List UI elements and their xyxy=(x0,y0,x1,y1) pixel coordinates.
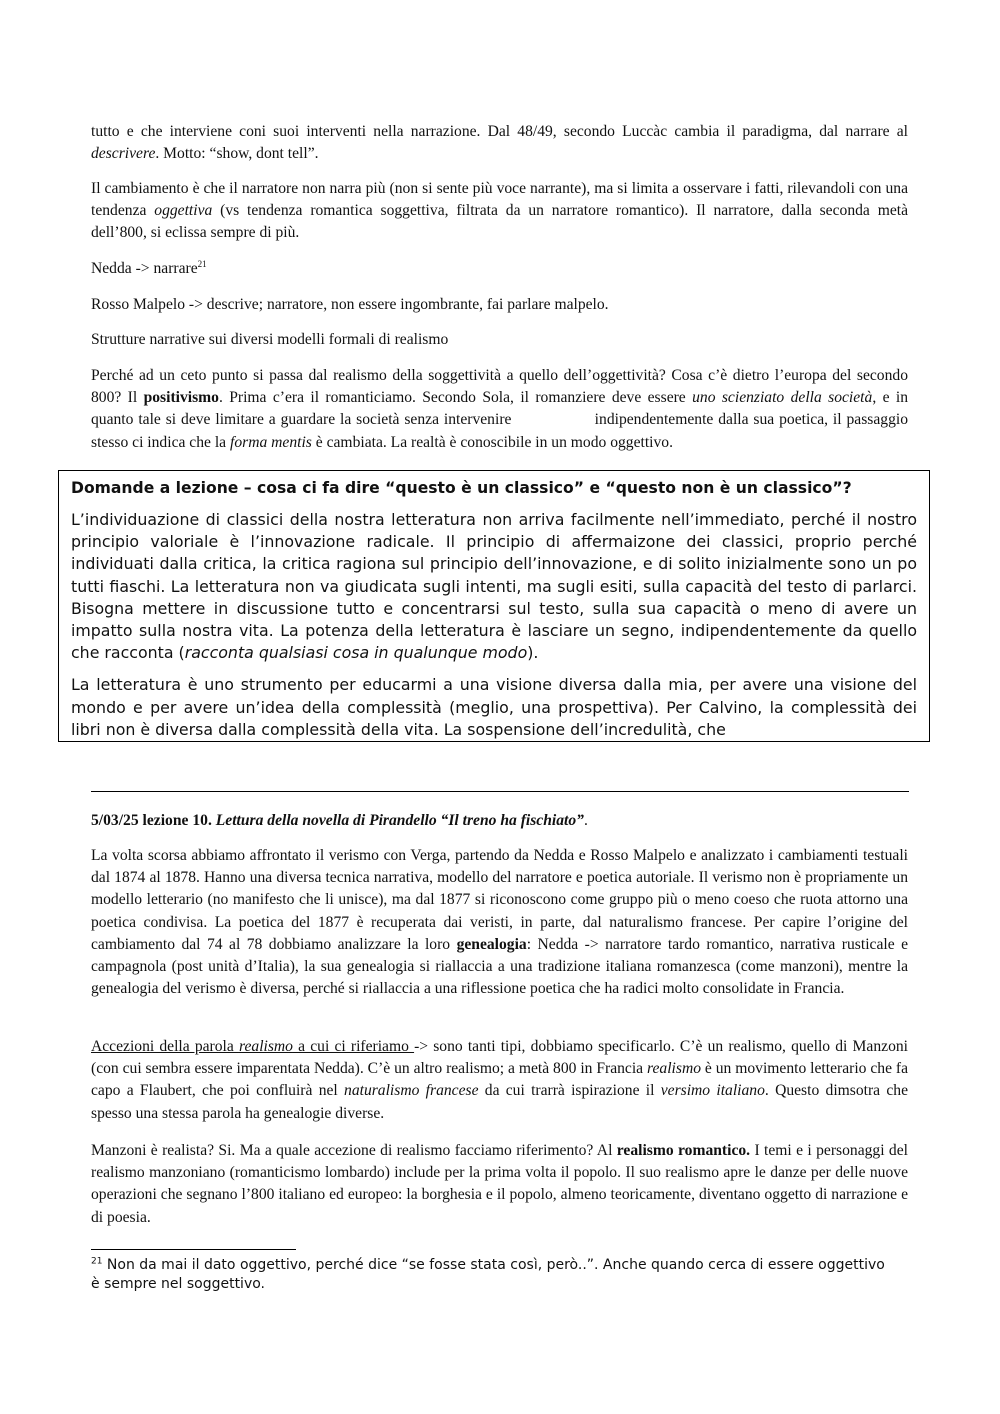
lesson-heading: 5/03/25 lezione 10. Lettura della novella di Pirandello “Il treno ha fischiato”. xyxy=(91,812,588,829)
box-paragraph-calvino: La letteratura è uno strumento per educarmi a una visione diversa dalla mia, per avere una visione del mondo e per avere un’idea della complessità (meglio, una prospettiva). Per Calvino, la complessità dei libri non è diversa dalla complessità della vita. La sospensione dell’incredulità, che xyxy=(71,675,917,739)
box-paragraph-classici: L’individuazione di classici della nostra letteratura non arriva facilmente nell’immediato, perché il nostro principio valoriale è l’innovazione radicale. Il principio di affermaizone dei classici, proprio perché individuati dalla critica, la critica ragiona sul principio dell’innovazione, e di solito inizialmente sono un po tutti fiaschi. La letteratura non va giudicata sugli intenti, ma sugli esiti, sulla capacità del testo di parlarci. Bisogna mettere in discussione tutto e concentrarsi sul testo, sulla sua capacità o meno di avere un impatto sulla nostra vita. La potenza della letteratura è lasciare un segno, indipendentemente da quello che racconta (racconta qualsiasi cosa in qualunque modo). xyxy=(71,510,917,663)
paragraph-accezioni: Accezioni della parola realismo a cui ci riferiamo -> sono tanti tipi, dobbiamo specificarlo. C’è un realismo, quello di Manzoni (con cui sembra essere imparentata Nedda). C’è un altro realismo; a metà 800 in Francia realismo è un movimento letterario che fa capo a Flaubert, che poi confluirà nel naturalismo francese da cui trarrà ispirazione il versimo italiano. Questo dimsotra che spesso una stessa parola ha genealogie diverse. xyxy=(91,1038,909,1122)
paragraph-rosso-malpelo: Rosso Malpelo -> descrive; narratore, non essere ingombrante, fai parlare malpelo. xyxy=(91,296,609,313)
footnote: $^{21}$ Non da mai il dato oggettivo, perché dice “se fosse stata così, però..”. Anche quando cerca di essere oggettivo è sempre nel soggettivo. xyxy=(91,1256,885,1292)
paragraph-manzoni: Manzoni è realista? Si. Ma a quale accezione di realismo facciamo riferimento? Al realismo romantico. I temi e i personaggi del realismo manzoniano (romanticismo lombardo) include per la prima volta il popolo. Il suo realismo apre le danze per delle nuove operazioni che segnano l’800 italiano ed europeo: la borghesia e il popolo, almeno teoricamente, diventano oggetto di narrazione e di poesia. xyxy=(91,1142,908,1226)
paragraph-positivismo: Perché ad un ceto punto si passa dal realismo della soggettività a quello dell’oggettività? Cosa c’è dietro l’europa del secondo 800? Il positivismo. Prima c’era il romanticiamo. Secondo Sola, il romanziere deve essere uno scienziato della società, e in quanto tale si deve limitare a guardare la società senza intervenire indipendentemente dalla sua poetica, il passaggio stesso ci indica che la forma mentis è cambiata. La realtà è conoscibile in un modo oggettivo. xyxy=(91,367,912,451)
box-title: Domande a lezione – cosa ci fa dire “questo è un classico” e “questo non è un classico”? xyxy=(71,479,852,497)
paragraph-paradigma: tutto e che interviene coni suoi interventi nella narrazione. Dal 48/49, secondo Luccàc cambia il paradigma, dal narrare al descrivere. Motto: “show, dont tell”. xyxy=(91,123,908,163)
paragraph-strutture: Strutture narrative sui diversi modelli formali di realismo xyxy=(91,331,449,348)
lesson-questions-box xyxy=(58,470,930,742)
section-divider xyxy=(91,791,909,792)
paragraph-nedda: Nedda -> narrare$^{21}$ xyxy=(91,258,207,277)
paragraph-verismo: La volta scorsa abbiamo affrontato il verismo con Verga, partendo da Nedda e Rosso Malpelo e analizzato i cambiamenti testuali dal 1874 al 1878. Hanno una diversa tecnica narrativa, modello del narratore e poetica autoriale. Il verismo non è propriamente un modello letterario (no manifesto che li unisce), ma dal 1877 si riconoscono come gruppo più o meno coeso che ruota attorno una poetica condivisa. La poetica del 1877 è recuperata dai veristi, in parte, dal naturalismo francese. Per capire l’origine del cambiamento dal 74 al 78 dobbiamo analizzare la loro genealogia: Nedda -> narratore tardo romantico, narrativa rusticale e campagnola (post unità d’Italia), la sua genealogia si riallaccia a una tradizione italiana romanzesca (come manzoni), mentre la genealogia del verismo è diversa, perché si riallaccia a una riflessione poetica che ha radici molto consolidate in Francia. xyxy=(91,847,909,998)
footnote-reference[interactable]: 21 xyxy=(197,258,207,269)
footnote-number: 21 xyxy=(91,1256,103,1267)
footnote-separator xyxy=(91,1249,296,1250)
paragraph-cambiamento: Il cambiamento è che il narratore non narra più (non si sente più voce narrante), ma si limita a osservare i fatti, rilevandoli con una tendenza oggettiva (vs tendenza romantica soggettiva, filtrata da un narratore romantico). Il narratore, dalla seconda metà dell’800, si eclissa sempre di più. xyxy=(91,180,908,242)
